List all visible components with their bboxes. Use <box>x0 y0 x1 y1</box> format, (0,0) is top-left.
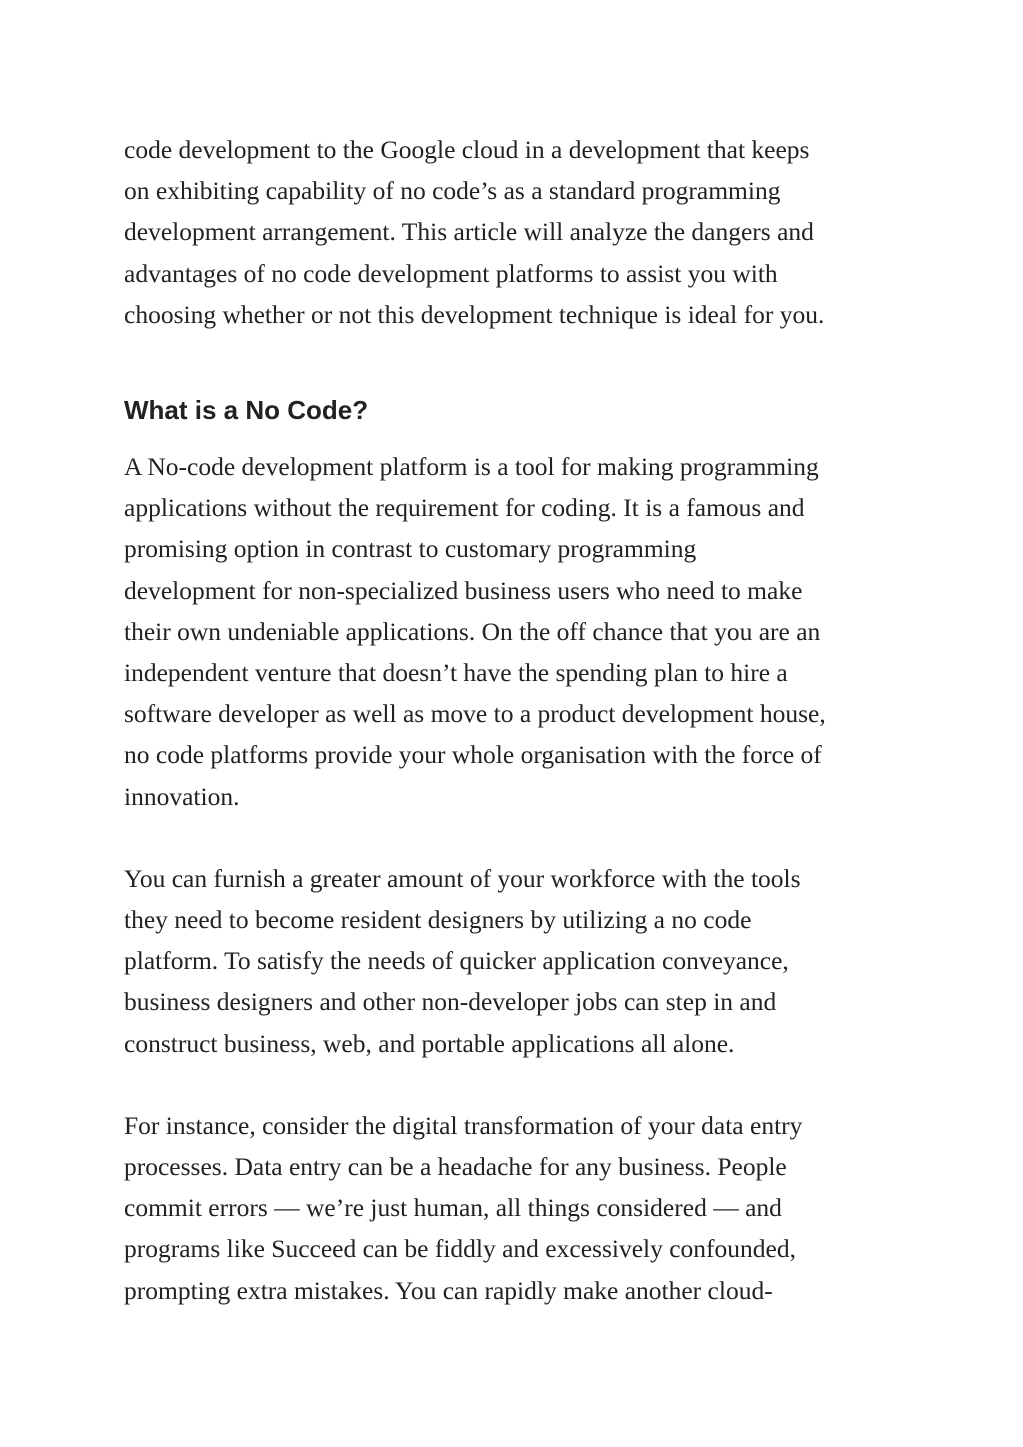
text-line: choosing whether or not this development technique is ideal for you. <box>124 299 825 329</box>
text-line: You can furnish a greater amount of your workforce with the tools <box>124 863 801 893</box>
text-line: promising option in contrast to customary programming <box>124 534 697 564</box>
text-line: commit errors — we’re just human, all things considered — and <box>124 1193 782 1223</box>
text-line: development for non-specialized business users who need to make <box>124 575 803 605</box>
text-line: their own undeniable applications. On the off chance that you are an <box>124 616 821 646</box>
text-line: development arrangement. This article will analyze the dangers and <box>124 217 814 247</box>
text-line: A No-code development platform is a tool for making programming <box>124 452 819 482</box>
text-line: innovation. <box>124 781 240 811</box>
text-line: advantages of no code development platforms to assist you with <box>124 258 778 288</box>
text-line: code development to the Google cloud in a development that keeps <box>124 135 810 164</box>
text-line: business designers and other non-developer jobs can step in and <box>124 987 777 1017</box>
text-line: For instance, consider the digital transformation of your data entry <box>124 1110 803 1140</box>
text-line: prompting extra mistakes. You can rapidly make another cloud- <box>124 1275 773 1305</box>
body-paragraph-example <box>124 1105 914 1311</box>
text-line: independent venture that doesn’t have the spending plan to hire a <box>124 658 788 688</box>
body-paragraph-workforce <box>124 858 914 1064</box>
text-line: processes. Data entry can be a headache for any business. People <box>124 1152 787 1182</box>
text-line: applications without the requirement for coding. It is a famous and <box>124 493 805 523</box>
text-line: platform. To satisfy the needs of quicker application conveyance, <box>124 946 789 976</box>
section-heading: What is a No Code? <box>124 395 369 426</box>
text-line: construct business, web, and portable applications all alone. <box>124 1028 735 1058</box>
text-line: on exhibiting capability of no code’s as a standard programming <box>124 176 781 206</box>
text-line: no code platforms provide your whole organisation with the force of <box>124 740 822 770</box>
document-page <box>124 129 914 1311</box>
text-line: software developer as well as move to a product development house, <box>124 699 826 729</box>
body-paragraph-definition <box>124 446 914 817</box>
text-line: programs like Succeed can be fiddly and excessively confounded, <box>124 1234 796 1264</box>
text-line: they need to become resident designers by utilizing a no code <box>124 905 752 935</box>
intro-paragraph <box>124 129 914 335</box>
